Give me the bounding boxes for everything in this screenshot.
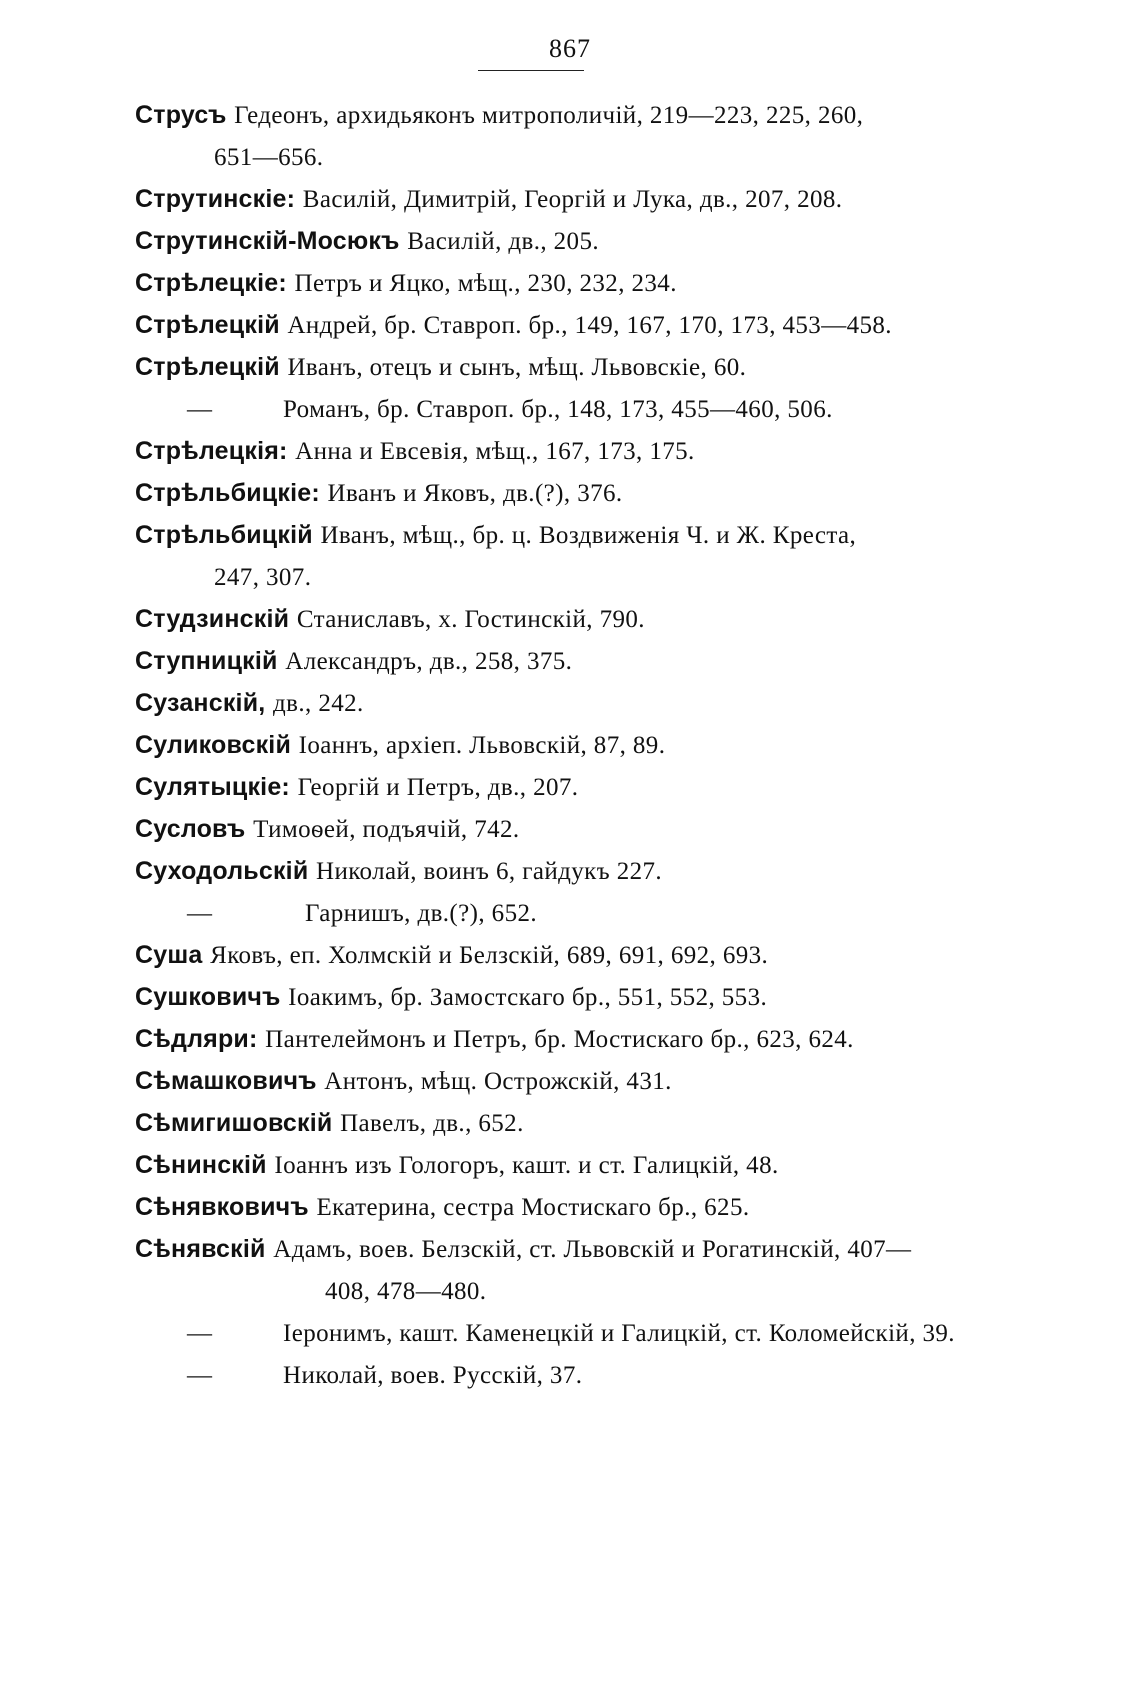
entry-details: Иванъ, мѣщ., бр. ц. Воздвиженія Ч. и Ж. Креста, — [320, 522, 857, 549]
page-number: 867 — [549, 34, 591, 63]
entry-surname: Сѣмашковичъ — [135, 1067, 317, 1095]
entry-continuation: 408, 478—480. — [325, 1278, 487, 1305]
entry-surname: Суликовскій — [135, 731, 292, 759]
entry-details: Яковъ, еп. Холмскій и Белзскій, 689, 691, 692, 693. — [210, 942, 769, 969]
index-entry — [135, 934, 965, 976]
index-entry — [135, 850, 965, 892]
index-entry — [135, 94, 965, 178]
entry-surname: Сѣдляри: — [135, 1025, 258, 1053]
index-entry — [135, 1186, 965, 1228]
index-entry — [135, 1018, 965, 1060]
entry-details: Николай, воев. Русскій, 37. — [283, 1362, 583, 1389]
entry-details: Георгій и Петръ, дв., 207. — [297, 774, 579, 801]
entry-surname: Сушковичъ — [135, 983, 281, 1011]
entry-surname: Струтинскіе: — [135, 185, 296, 213]
index-subentry — [135, 388, 965, 430]
entry-details: Гарнишъ, дв.(?), 652. — [305, 900, 538, 927]
index-subentry — [135, 892, 965, 934]
entry-details: Василій, Димитрій, Георгій и Лука, дв., 207, 208. — [302, 186, 843, 213]
entry-details: Гедеонъ, архидьяконъ митрополичій, 219—223, 225, 260, — [234, 102, 864, 129]
entry-details: Тимоѳей, подъячій, 742. — [253, 816, 520, 843]
entry-details: Іоаннъ, архіеп. Львовскій, 87, 89. — [298, 732, 666, 759]
entry-surname: Сѣнявковичъ — [135, 1193, 309, 1221]
entry-surname: Сѣмигишовскій — [135, 1109, 333, 1137]
index-entry — [135, 262, 965, 304]
page-number-rule — [478, 70, 584, 71]
entry-surname: Стрѣлецкій — [135, 311, 280, 339]
entry-details: Николай, воинъ 6, гайдукъ 227. — [316, 858, 663, 885]
index-entry — [135, 220, 965, 262]
entry-details: дв., 242. — [273, 690, 364, 717]
entry-surname: Стрѣльбицкіе: — [135, 479, 320, 507]
entry-details: Иванъ и Яковъ, дв.(?), 376. — [327, 480, 623, 507]
ditto-dash: — — [187, 1320, 213, 1347]
ditto-dash: — — [187, 900, 213, 927]
entry-surname: Сулятыцкіе: — [135, 773, 290, 801]
entry-surname: Сусловъ — [135, 815, 246, 843]
entry-details: Адамъ, воев. Белзскій, ст. Львовскій и Рогатинскій, 407— — [273, 1236, 912, 1263]
ditto-dash: — — [187, 396, 213, 423]
index-entry — [135, 430, 965, 472]
entry-surname: Сѣнявскій — [135, 1235, 266, 1263]
entry-surname: Суходольскій — [135, 857, 309, 885]
index-entry — [135, 976, 965, 1018]
index-entry — [135, 724, 965, 766]
entry-surname: Ступницкій — [135, 647, 278, 675]
index-entry — [135, 1102, 965, 1144]
entry-surname: Стрѣлецкіе: — [135, 269, 287, 297]
entry-surname: Суша — [135, 941, 203, 969]
name-index — [135, 94, 965, 1396]
entry-details: Іоаннъ изъ Гологоръ, кашт. и ст. Галицкій, 48. — [274, 1152, 779, 1179]
index-entry — [135, 1144, 965, 1186]
entry-details: Романъ, бр. Ставроп. бр., 148, 173, 455—460, 506. — [283, 396, 833, 423]
entry-details: Александръ, дв., 258, 375. — [285, 648, 573, 675]
entry-details: Пантелеймонъ и Петръ, бр. Мостискаго бр., 623, 624. — [265, 1026, 854, 1053]
index-subentry — [135, 1312, 965, 1354]
entry-continuation: 247, 307. — [214, 564, 312, 591]
entry-surname: Стрѣльбицкій — [135, 521, 313, 549]
entry-surname: Сузанскій, — [135, 689, 266, 717]
index-entry — [135, 682, 965, 724]
entry-surname: Сѣнинскій — [135, 1151, 267, 1179]
index-entry — [135, 598, 965, 640]
entry-details: Екатерина, сестра Мостискаго бр., 625. — [316, 1194, 750, 1221]
index-entry — [135, 1228, 965, 1312]
entry-details: Иванъ, отецъ и сынъ, мѣщ. Львовскіе, 60. — [287, 354, 747, 381]
entry-details: Антонъ, мѣщ. Острожскій, 431. — [324, 1068, 672, 1095]
index-entry — [135, 1060, 965, 1102]
index-entry — [135, 304, 965, 346]
index-entry — [135, 514, 965, 598]
entry-surname: Студзинскій — [135, 605, 290, 633]
entry-surname: Стрѣлецкія: — [135, 437, 288, 465]
index-entry — [135, 178, 965, 220]
entry-continuation: 651—656. — [214, 144, 324, 171]
entry-details: Андрей, бр. Ставроп. бр., 149, 167, 170, 173, 453—458. — [287, 312, 892, 339]
entry-surname: Стрѣлецкій — [135, 353, 280, 381]
index-entry — [135, 640, 965, 682]
index-subentry — [135, 1354, 965, 1396]
index-entry — [135, 346, 965, 388]
entry-details: Василій, дв., 205. — [407, 228, 599, 255]
entry-surname: Струтинскій-Мосюкъ — [135, 227, 400, 255]
index-entry — [135, 766, 965, 808]
entry-surname: Струсъ — [135, 101, 227, 129]
entry-details: Анна и Евсевія, мѣщ., 167, 173, 175. — [295, 438, 695, 465]
entry-details: Іоакимъ, бр. Замостскаго бр., 551, 552, 553. — [288, 984, 768, 1011]
index-entry — [135, 808, 965, 850]
entry-details: Іеронимъ, кашт. Каменецкій и Галицкій, ст. Коломейскій, 39. — [283, 1320, 955, 1347]
entry-details: Павелъ, дв., 652. — [340, 1110, 524, 1137]
ditto-dash: — — [187, 1362, 213, 1389]
index-entry — [135, 472, 965, 514]
entry-details: Петръ и Яцко, мѣщ., 230, 232, 234. — [294, 270, 677, 297]
entry-details: Станиславъ, х. Гостинскій, 790. — [296, 606, 645, 633]
